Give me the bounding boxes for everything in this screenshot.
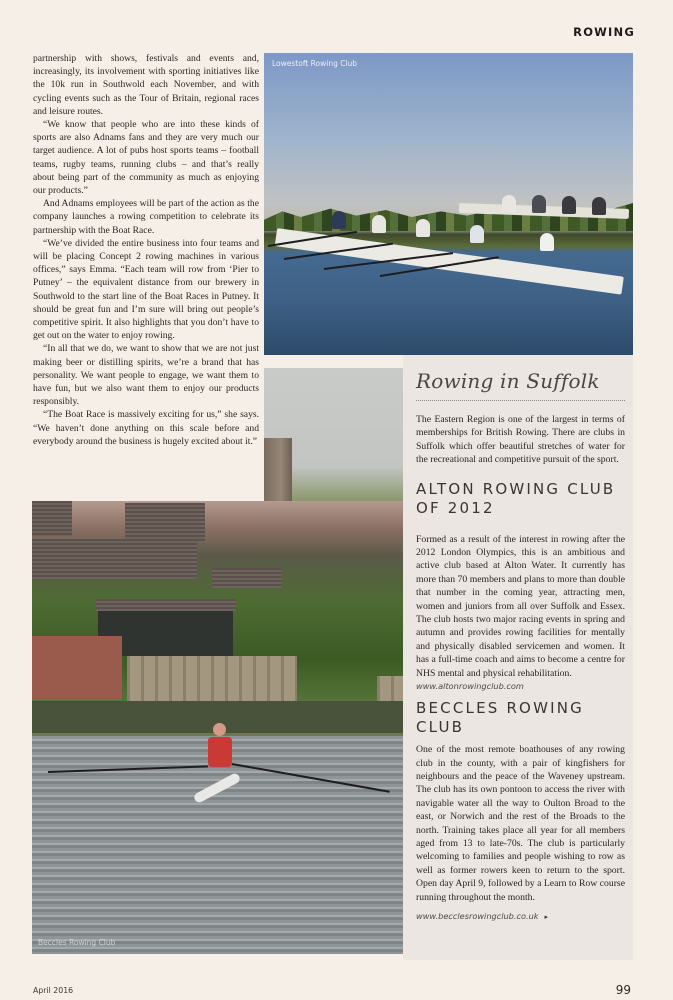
club-description-alton: Formed as a result of the interest in rowing after the 2012 London Olympics, this is an ambitious and active club based at Alton Water. It currently has more than 70 members and plans to more than double that number in the coming year, attracting men, women and juniors from all over Suffolk and Essex. The club hosts two major racing events in spring and autumn and provides rowing facilities for mentally and physically disabled servicemen and women. It has a full-time coach and aims to become a centre for NHS mental and physical rehabilitation. [416,533,625,679]
club-description-beccles: One of the most remote boathouses of any rowing club in the county, with a pair of kingfishers for neighbours and the peace of the Waveney upstream. The club has its own pontoon to access the river with navigable water all the way to Oulton Broad to the east, or Norwich and the rest of the Broads to the north. Training takes place all year for all members aged from 13 to late-70s. The club is particularly welcoming to families and people wishing to row as well as former rowers keen to return to the sport. Open day April 9, followed by a Learn to Row course running throughout the month. [416,744,625,903]
page-number: 99 [615,983,631,997]
garden-fence [377,676,403,702]
garden-fence [127,656,297,701]
rower [562,196,576,214]
coxswain [540,233,554,251]
article-paragraph: “In all that we do, we want to show that we are not just making beer or distilling spirits, we’re a brand that has personality. We want people to engage, we want them to have fun, but we also want them to enjoy our products responsibly. [33,343,259,408]
house-roof [125,503,205,541]
church-tower [264,438,292,508]
rowing-boat [275,228,624,295]
lowestoft-rowing-photo [264,53,633,355]
sculler-head [213,723,226,736]
house-roof [32,539,197,579]
shed-roof [96,599,236,611]
rower [502,195,516,213]
end-mark-icon: ▸ [544,912,549,921]
article-paragraph: partnership with shows, festivals and events and, increasingly, its involvement with sporting initiatives like the 10k run in Southwold each November, and with cycling events such as the Tour of Britain, regional races and leisure routes. [33,53,259,117]
brick-wall [32,636,122,700]
article-paragraph: And Adnams employees will be part of the action as the company launches a rowing competition to celebrate its partnership with the Boat Race. [33,198,259,236]
dotted-divider [416,400,625,401]
article-paragraph: “We’ve divided the entire business into four teams and will be placing Concept 2 rowing machines in various offices,” says Emma. “Each team will row from ‘Pier to Putney’ – the equivalent distance from our brewery in Southwold to the start line of the Boat Races in Putney. It should be great fun and I’m sure will bring out people’s competitive spirit. It also highlights that you don’t have to get out on the water to enjoy rowing. [33,237,259,342]
rower [532,195,546,213]
house-roof [212,568,282,588]
rower [470,225,484,243]
photo-caption: Beccles Rowing Club [38,938,116,947]
sidebar-title: Rowing in Suffolk [416,369,600,393]
house-roof [32,501,72,536]
club-website-link-beccles[interactable]: www.becclesrowingclub.co.uk [416,910,539,921]
article-paragraph: “We know that people who are into these kinds of sports are also Adnams fans and they are very much our target audience. A lot of pubs host sports teams – football teams, rugby teams, running clubs – and that’s really about being part of the community as much as enjoying our products.” [33,119,259,197]
rower [592,197,606,215]
section-tag: ROWING [573,25,635,39]
club-heading-alton: ALTON ROWING CLUB OF 2012 [416,479,616,517]
rower [416,219,430,237]
club-website-link-alton[interactable]: www.altonrowingclub.com [416,681,524,692]
photo-caption: Lowestoft Rowing Club [272,59,358,68]
rowing-in-suffolk-sidebar [403,355,633,960]
rower [332,211,346,229]
beccles-rowing-photo [32,501,403,954]
issue-date: April 2016 [33,986,74,995]
rower [372,215,386,233]
sculler [208,737,232,767]
article-paragraph: “The Boat Race is massively exciting for us,” she says. “We haven’t done anything on this scale before and everybody around the business is hugely excited about it.” [33,409,259,447]
beccles-photo-upper [264,368,403,508]
article-column [33,52,259,448]
sidebar-intro: The Eastern Region is one of the largest in terms of memberships for British Rowing. There are clubs in Suffolk which offer beautiful stretches of water for the recreational and competitive pursuit of the sport. [416,414,625,466]
club-heading-beccles: BECCLES ROWING CLUB [416,699,584,737]
